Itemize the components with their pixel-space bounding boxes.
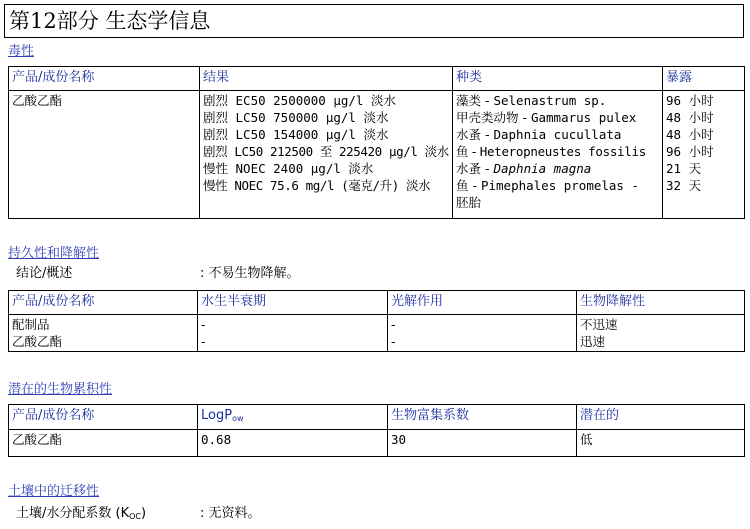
- logp-cell: 0.68: [198, 430, 388, 457]
- row-name: 乙酸乙酯: [12, 334, 63, 349]
- species-line: 藻类 - Selenastrum sp.: [456, 93, 607, 108]
- potential-cell: 低: [577, 430, 745, 457]
- row-value: -: [391, 334, 396, 349]
- conclusion-label: 结论/概述: [16, 266, 73, 281]
- result-line: 剧烈 LC50 750000 μg/l 淡水: [203, 110, 389, 125]
- table-row: [9, 91, 745, 219]
- table-header-row: [9, 67, 745, 91]
- half-life-cell: [198, 315, 388, 352]
- species-line: 水蚤 - Daphnia cucullata: [456, 127, 622, 142]
- column-header: 产品/成份名称: [9, 291, 198, 315]
- toxicity-table: [8, 66, 745, 219]
- table-row: [9, 315, 745, 352]
- conclusion-value: : 不易生物降解。: [200, 266, 300, 281]
- mobility-heading-link[interactable]: 土壤中的迁移性: [8, 484, 100, 499]
- exposure-line: 48 小时: [666, 110, 714, 125]
- result-line: 剧烈 LC50 154000 μg/l 淡水: [203, 127, 389, 142]
- result-line: 剧烈 LC50 212500 至 225420 μg/l 淡水: [203, 144, 449, 159]
- exposure-line: 32 天: [666, 178, 702, 193]
- toxicity-heading-link[interactable]: 毒性: [8, 44, 35, 59]
- results-cell: [200, 91, 453, 219]
- column-header: LogP$_{ow}$: [198, 405, 388, 430]
- exposure-cell: [663, 91, 745, 219]
- product-name-cell: 乙酸乙酯: [9, 91, 200, 219]
- persistence-heading-link[interactable]: 持久性和降解性: [8, 246, 100, 261]
- column-header: 结果: [200, 67, 453, 91]
- exposure-line: 96 小时: [666, 144, 714, 159]
- species-cell: [453, 91, 663, 219]
- section-title: 第12部分 生态学信息: [4, 4, 744, 38]
- column-header: 暴露: [663, 67, 745, 91]
- column-header: 生物降解性: [577, 291, 745, 315]
- column-header: 光解作用: [388, 291, 577, 315]
- exposure-line: 48 小时: [666, 127, 714, 142]
- row-value: -: [201, 317, 206, 332]
- row-name: 配制品: [12, 317, 50, 332]
- photolysis-cell: [388, 315, 577, 352]
- koc-value: : 无资料。: [200, 506, 261, 521]
- species-line: 水蚤 - Daphnia magna: [456, 161, 592, 176]
- row-value: -: [391, 317, 396, 332]
- species-line: 鱼 - Heteropneustes fossilis: [456, 144, 646, 159]
- koc-label: 土壤/水分配系数 $(K_{OC})$: [16, 506, 147, 521]
- result-line: 慢性 NOEC 2400 μg/l 淡水: [203, 161, 374, 176]
- row-value: 不迅速: [580, 317, 618, 332]
- table-header-row: [9, 291, 745, 315]
- species-line: 鱼 - Pimephales promelas -: [456, 178, 640, 193]
- column-header: 潜在的: [577, 405, 745, 430]
- bcf-cell: 30: [388, 430, 577, 457]
- biodegradability-cell: [577, 315, 745, 352]
- row-value: 迅速: [580, 334, 606, 349]
- result-line: 剧烈 EC50 2500000 μg/l 淡水: [203, 93, 396, 108]
- column-header: 产品/成份名称: [9, 67, 200, 91]
- row-value: -: [201, 334, 206, 349]
- result-line: 慢性 NOEC 75.6 mg/l (毫克/升) 淡水: [203, 178, 431, 193]
- column-header: 水生半衰期: [198, 291, 388, 315]
- exposure-line: 96 小时: [666, 93, 714, 108]
- bioaccumulation-table: [8, 404, 745, 457]
- species-line: 胚胎: [456, 195, 482, 210]
- persistence-table: [8, 290, 745, 352]
- exposure-line: 21 天: [666, 161, 702, 176]
- name-cell: [9, 315, 198, 352]
- column-header: 生物富集系数: [388, 405, 577, 430]
- column-header: 种类: [453, 67, 663, 91]
- column-header: 产品/成份名称: [9, 405, 198, 430]
- table-row: [9, 430, 745, 457]
- table-header-row: [9, 405, 745, 430]
- name-cell: 乙酸乙酯: [9, 430, 198, 457]
- bioaccumulation-heading-link[interactable]: 潜在的生物累积性: [8, 382, 113, 397]
- species-line: 甲壳类动物 - Gammarus pulex: [456, 110, 637, 125]
